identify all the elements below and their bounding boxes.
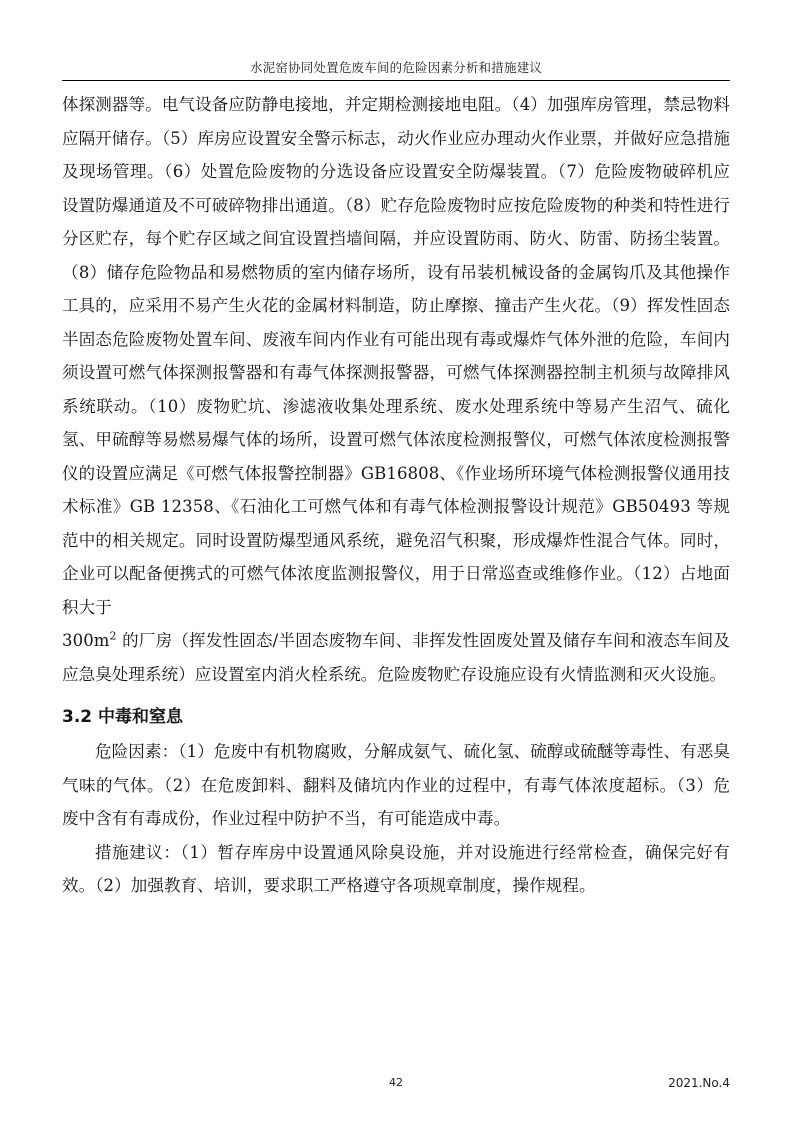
footer-issue: 2021.No.4	[668, 1076, 730, 1090]
running-header: 水泥窑协同处置危废车间的危险因素分析和措施建议	[249, 60, 543, 75]
body-text	[62, 88, 730, 903]
page-footer	[62, 1076, 730, 1094]
footer-page-number: 42	[389, 1076, 403, 1089]
paragraph-measure-suggestions: 措施建议：（1）暂存库房中设置通风除臭设施，并对设施进行经常检查，确保完好有效。（2）加强教育、培训，要求职工严格遵守各项规章制度，操作规程。	[62, 842, 730, 895]
paragraph-continued: 体探测器等。电气设备应防静电接地，并定期检测接地电阻。（4）加强库房管理，禁忌物料应隔开储存。（5）库房应设置安全警示标志，动火作业应办理动火作业票，并做好应急措施及现场管理。（6）处置危险废物的分选设备应设置安全防爆装置。（7）危险废物破碎机应设置防爆通道及不可破碎物排出通道。（8）贮存危险废物时应按危险废物的种类和特性进行分区贮存，每个贮存区域之间宜设置挡墙间隔，并应设置防雨、防火、防雷、防扬尘装置。（8）储存危险物品和易燃物质的室内储存场所，设有吊装机械设备的金属钩爪及其他操作工具的，应采用不易产生火花的金属材料制造，防止摩擦、撞击产生火花。（9）挥发性固态半固态危险废物处置车间、废液车间内作业有可能出现有毒或爆炸气体外泄的危险，车间内须设置可燃气体探测报警器和有毒气体探测报警器，可燃气体探测器控制主机须与故障排风系统联动。（10）废物贮坑、渗滤液收集处理系统、废水处理系统中等易产生沼气、硫化氢、甲硫醇等易燃易爆气体的场所，设置可燃气体浓度检测报警仪，可燃气体浓度检测报警仪的设置应满足《可燃气体报警控制器》GB16808、《作业场所环境气体检测报警仪通用技术标准》GB 12358、《石油化工可燃气体和有毒气体检测报警设计规范》GB50493 等规范中的相关规定。同时设置防爆型通风系统，避免沼气积聚，形成爆炸性混合气体。同时，企业可以配备便携式的可燃气体浓度监测报警仪，用于日常巡查或维修作业。（12）占地面积大于	[62, 95, 730, 617]
section-heading-3-2: 3.2 中毒和窒息	[62, 707, 184, 727]
paragraph-area-requirement	[62, 624, 730, 691]
area-value-prefix: 300m	[62, 631, 110, 650]
page-content	[62, 0, 730, 1122]
superscript-two: 2	[109, 629, 117, 643]
area-value-suffix: 的厂房（挥发性固态/半固态废物车间、非挥发性固废处置及储存车间和液态车间及应急臭处理系统）应设置室内消火栓系统。危险废物贮存设施应设有火情监测和灭火设施。	[62, 631, 730, 684]
header-divider	[62, 80, 730, 81]
paragraph-risk-factors: 危险因素：（1）危废中有机物腐败，分解成氨气、硫化氢、硫醇或硫醚等毒性、有恶臭气味的气体。（2）在危废卸料、翻料及储坑内作业的过程中，有毒气体浓度超标。（3）危废中含有有毒成份，作业过程中防护不当，有可能造成中毒。	[62, 742, 730, 828]
